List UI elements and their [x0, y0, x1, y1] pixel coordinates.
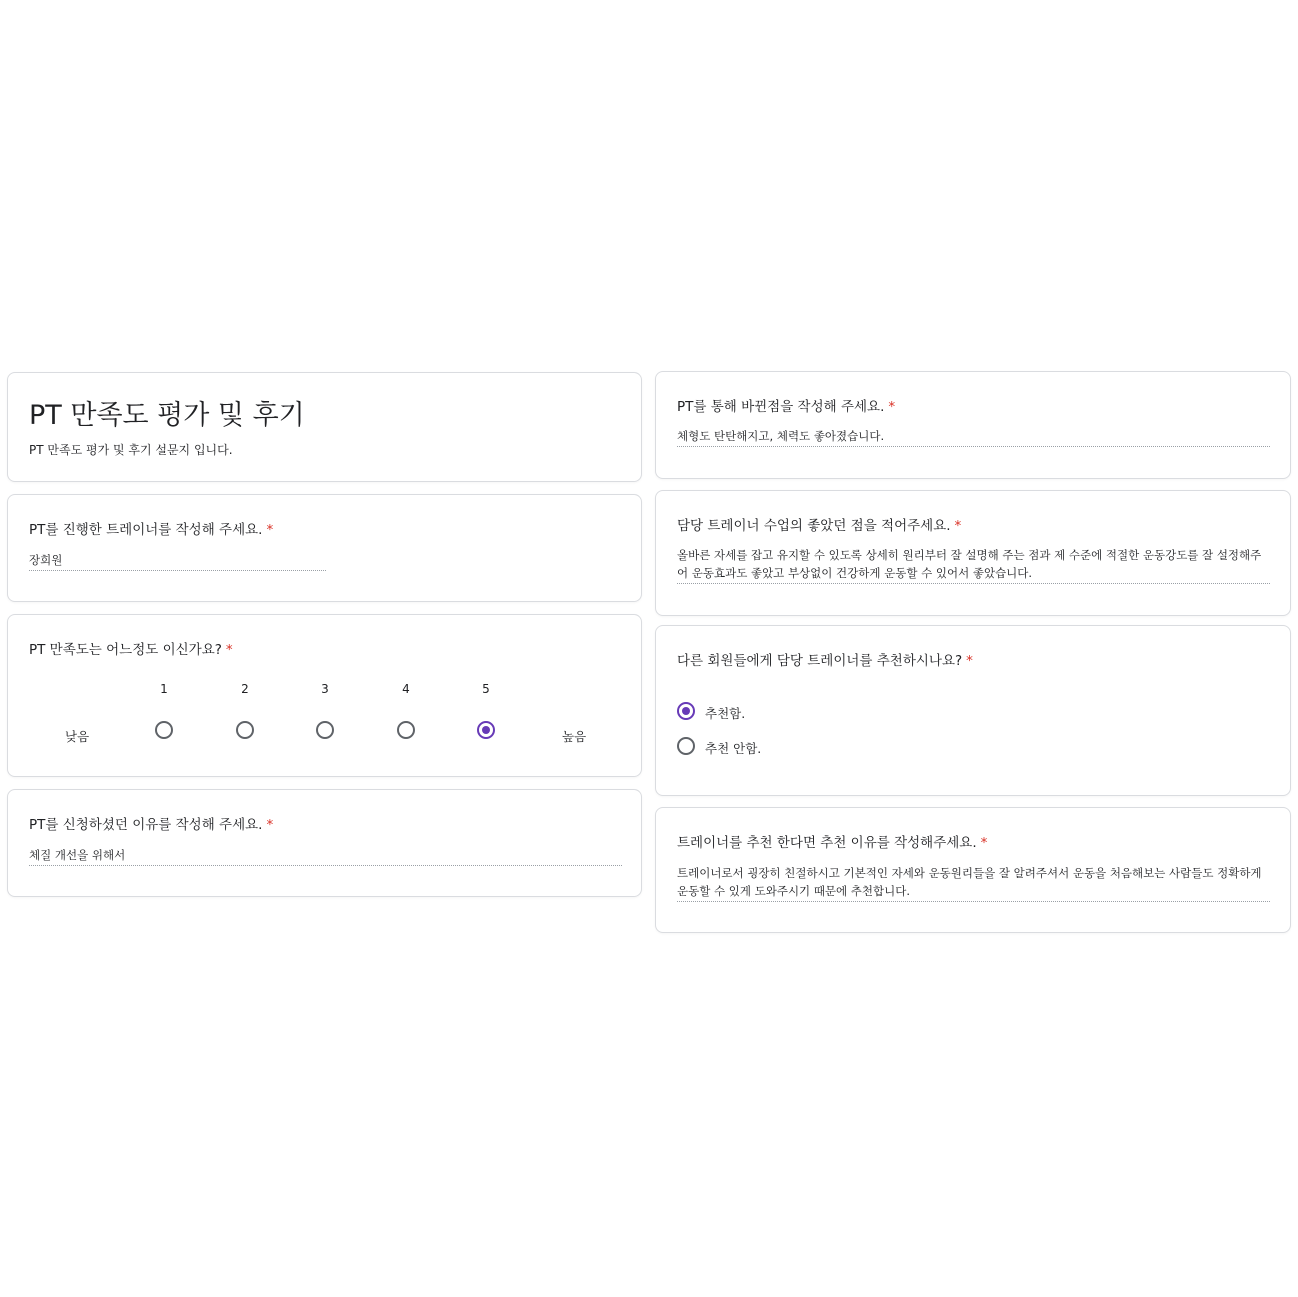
- question-label: 트레이너를 추천 한다면 추천 이유를 작성해주세요.: [677, 835, 977, 851]
- option-label-recommend-no[interactable]: 추천 안함.: [705, 741, 762, 756]
- question-label: 다른 회원들에게 담당 트레이너를 추천하시나요?: [677, 653, 963, 669]
- form-description: PT 만족도 평가 및 후기 설문지 입니다.: [29, 443, 233, 457]
- answer-text-trainer[interactable]: 장희원: [29, 551, 326, 571]
- question-card-recommend-reason: [655, 807, 1291, 933]
- option-radio-recommend-no[interactable]: [677, 737, 695, 755]
- answer-text-changes[interactable]: 체형도 탄탄해지고, 체력도 좋아졌습니다.: [677, 427, 1270, 447]
- scale-number-4: 4: [402, 682, 410, 696]
- question-card-good-points: [655, 490, 1291, 616]
- required-asterisk: *: [980, 835, 988, 851]
- option-radio-recommend-yes[interactable]: [677, 702, 695, 720]
- scale-number-3: 3: [321, 682, 329, 696]
- question-title: [29, 638, 233, 658]
- scale-radio-5[interactable]: [477, 721, 495, 739]
- question-title: [677, 831, 987, 851]
- required-asterisk: *: [225, 642, 233, 658]
- question-card-trainer: [7, 494, 642, 602]
- question-label: 담당 트레이너 수업의 좋았던 점을 적어주세요.: [677, 518, 951, 534]
- required-asterisk: *: [966, 653, 973, 669]
- scale-number-2: 2: [241, 682, 249, 696]
- question-title: [29, 813, 273, 833]
- scale-radio-1[interactable]: [155, 721, 173, 739]
- question-card-reason: [7, 789, 642, 897]
- scale-radio-4[interactable]: [397, 721, 415, 739]
- scale-number-5: 5: [482, 682, 490, 696]
- scale-number-1: 1: [160, 682, 168, 696]
- scale-high-label: 높음: [562, 729, 587, 744]
- question-card-satisfaction: [7, 614, 642, 777]
- question-title: [677, 514, 961, 534]
- required-asterisk: *: [266, 522, 274, 538]
- required-asterisk: *: [954, 518, 962, 534]
- form-title: PT 만족도 평가 및 후기: [29, 400, 305, 431]
- answer-text-reason[interactable]: 체질 개선을 위해서: [29, 846, 622, 866]
- question-label: PT를 신청하셨던 이유를 작성해 주세요.: [29, 817, 263, 833]
- scale-low-label: 낮음: [65, 729, 90, 744]
- question-title: [29, 518, 273, 538]
- answer-text-recommend-reason[interactable]: 트레이너로서 굉장히 친절하시고 기본적인 자세와 운동원리들을 잘 알려주셔서 운동을 처음해보는 사람들도 정확하게 운동할 수 있게 도와주시기 때문에 추천합니다.: [677, 864, 1270, 902]
- scale-radio-2[interactable]: [236, 721, 254, 739]
- question-card-recommend: [655, 625, 1291, 796]
- question-title: [677, 649, 973, 669]
- question-label: PT 만족도는 어느정도 이신가요?: [29, 642, 222, 658]
- form-header-card: [7, 372, 642, 482]
- question-card-changes: [655, 371, 1291, 479]
- required-asterisk: *: [266, 817, 274, 833]
- scale-radio-3[interactable]: [316, 721, 334, 739]
- option-label-recommend-yes[interactable]: 추천함.: [705, 706, 746, 721]
- required-asterisk: *: [888, 399, 896, 415]
- question-label: PT를 진행한 트레이너를 작성해 주세요.: [29, 522, 263, 538]
- question-title: [677, 395, 895, 415]
- answer-text-good-points[interactable]: 올바른 자세를 잡고 유지할 수 있도록 상세히 원리부터 잘 설명해 주는 점과 제 수준에 적절한 운동강도를 잘 설정해주어 운동효과도 좋았고 부상없이 건강하게 운동할 수 있어서 좋았습니다.: [677, 546, 1270, 584]
- question-label: PT를 통해 바뀐점을 작성해 주세요.: [677, 399, 885, 415]
